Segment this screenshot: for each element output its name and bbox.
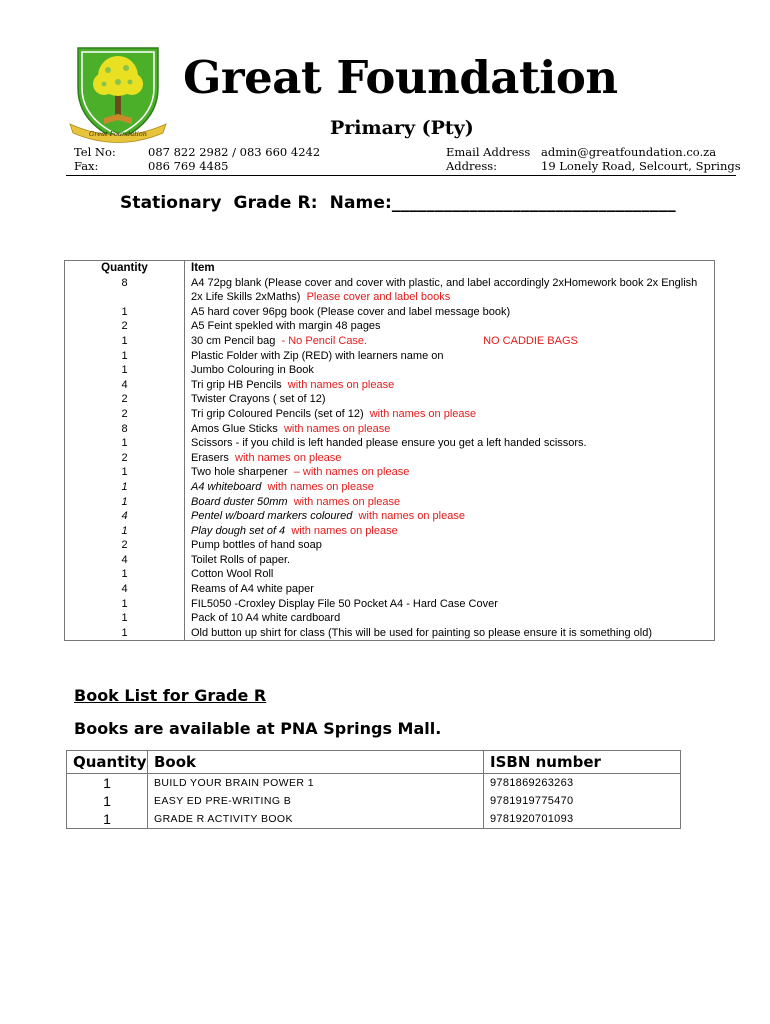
book-table bbox=[66, 750, 681, 829]
table-row bbox=[65, 611, 715, 626]
row-quantity: 1 bbox=[65, 597, 185, 612]
table-row bbox=[65, 305, 715, 320]
table-row bbox=[65, 538, 715, 553]
row-item: Toilet Rolls of paper. bbox=[191, 553, 291, 566]
row-quantity: 1 bbox=[65, 626, 185, 641]
row-item: Scissors - if you child is left handed please ensure you get a left handed scissors. bbox=[191, 437, 587, 450]
table-row bbox=[65, 495, 715, 510]
row-quantity: 1 bbox=[65, 524, 185, 539]
row-quantity: 1 bbox=[65, 436, 185, 451]
table-row bbox=[65, 480, 715, 495]
row-note: with names on please bbox=[293, 495, 401, 508]
book-quantity: 1 bbox=[67, 792, 148, 810]
row-quantity: 1 bbox=[65, 305, 185, 320]
row-item-cell bbox=[185, 626, 715, 641]
row-note: with names on please bbox=[235, 451, 342, 464]
email-value: admin@greatfoundation.co.za bbox=[541, 145, 717, 159]
book-isbn: 9781919775470 bbox=[490, 795, 574, 807]
row-note: with names on please bbox=[291, 524, 398, 537]
book-title: GRADE R ACTIVITY BOOK bbox=[148, 810, 484, 829]
row-quantity: 1 bbox=[65, 349, 185, 364]
tel-label: Tel No: bbox=[74, 145, 116, 159]
book-isbn: 9781869263263 bbox=[490, 777, 574, 789]
table-row bbox=[65, 363, 715, 378]
row-item: A5 Feint spekled with margin 48 pages bbox=[191, 320, 381, 333]
row-item: A4 whiteboard bbox=[191, 480, 262, 493]
row-quantity: 2 bbox=[65, 451, 185, 466]
row-item-cell bbox=[185, 334, 715, 349]
row-item-cell bbox=[185, 480, 715, 495]
table-row bbox=[65, 276, 715, 305]
table-row bbox=[65, 509, 715, 524]
row-quantity: 1 bbox=[65, 495, 185, 510]
stationary-heading bbox=[120, 193, 676, 213]
row-note: Please cover and label books bbox=[306, 291, 451, 304]
book-col-quantity-header: Quantity bbox=[67, 751, 148, 774]
book-quantity: 1 bbox=[67, 810, 148, 829]
row-item: A4 72pg blank (Please cover and cover with plastic, and label accordingly 2xHomework book 2x English 2x Life Skills 2xMaths) bbox=[191, 276, 698, 304]
row-item: Pentel w/board markers coloured bbox=[191, 510, 353, 523]
row-item-cell bbox=[185, 567, 715, 582]
row-note: with names on please bbox=[369, 407, 477, 420]
row-item-cell bbox=[185, 509, 715, 524]
school-name: Great Foundation bbox=[183, 51, 618, 104]
row-quantity: 1 bbox=[65, 363, 185, 378]
logo-banner-text: Great Foundation bbox=[89, 130, 147, 138]
row-item-cell bbox=[185, 392, 715, 407]
fax-label: Fax: bbox=[74, 159, 99, 173]
table-row bbox=[65, 334, 715, 349]
row-quantity: 4 bbox=[65, 509, 185, 524]
table-row bbox=[65, 422, 715, 437]
table-row bbox=[65, 392, 715, 407]
row-item-cell bbox=[185, 524, 715, 539]
table-row bbox=[65, 349, 715, 364]
row-item: Reams of A4 white paper bbox=[191, 583, 314, 596]
row-item: Erasers bbox=[191, 451, 229, 464]
table-row bbox=[65, 567, 715, 582]
contact-address-block bbox=[446, 145, 741, 173]
row-item: Pump bottles of hand soap bbox=[191, 539, 322, 552]
stationary-title: Stationary bbox=[120, 193, 222, 213]
col-quantity-header: Quantity bbox=[65, 261, 185, 276]
tel-value: 087 822 2982 / 083 660 4242 bbox=[148, 145, 321, 159]
row-item-cell bbox=[185, 582, 715, 597]
row-quantity: 1 bbox=[65, 334, 185, 349]
table-row bbox=[65, 319, 715, 334]
book-table-header bbox=[67, 751, 681, 774]
table-row bbox=[65, 436, 715, 451]
book-list-heading: Book List for Grade R bbox=[74, 686, 267, 705]
table-row bbox=[67, 792, 681, 810]
row-item: Play dough set of 4 bbox=[191, 524, 286, 537]
row-item: Board duster 50mm bbox=[191, 495, 288, 508]
row-item-cell bbox=[185, 349, 715, 364]
row-note-secondary: NO CADDIE BAGS bbox=[483, 334, 578, 347]
table-row bbox=[67, 774, 681, 793]
table-row bbox=[67, 810, 681, 829]
row-quantity: 2 bbox=[65, 392, 185, 407]
book-col-book-header: Book bbox=[148, 751, 484, 774]
row-quantity: 1 bbox=[65, 465, 185, 480]
row-note: with names on please bbox=[358, 510, 465, 523]
row-item: FIL5050 -Croxley Display File 50 Pocket A4 - Hard Case Cover bbox=[191, 597, 498, 610]
table-row bbox=[65, 597, 715, 612]
row-note: – with names on please bbox=[293, 466, 410, 479]
row-item-cell bbox=[185, 422, 715, 437]
row-quantity: 8 bbox=[65, 276, 185, 305]
row-quantity: 4 bbox=[65, 553, 185, 568]
table-row bbox=[65, 407, 715, 422]
row-item: Two hole sharpener bbox=[191, 466, 288, 479]
row-quantity: 4 bbox=[65, 582, 185, 597]
row-item: Pack of 10 A4 white cardboard bbox=[191, 612, 341, 625]
row-item-cell bbox=[185, 319, 715, 334]
stationary-table-header bbox=[65, 261, 715, 276]
address-label: Address: bbox=[446, 159, 498, 173]
book-col-isbn-header: ISBN number bbox=[484, 751, 681, 774]
row-quantity: 2 bbox=[65, 407, 185, 422]
table-row bbox=[65, 582, 715, 597]
row-item: Tri grip Coloured Pencils (set of 12) bbox=[191, 407, 364, 420]
table-row bbox=[65, 451, 715, 466]
school-logo bbox=[68, 40, 168, 144]
row-note: - No Pencil Case. bbox=[281, 334, 368, 347]
row-item-cell bbox=[185, 465, 715, 480]
stationary-table bbox=[64, 260, 715, 641]
row-quantity: 2 bbox=[65, 319, 185, 334]
row-item: Tri grip HB Pencils bbox=[191, 378, 282, 391]
grade-label: Grade R: bbox=[233, 193, 318, 213]
row-quantity: 1 bbox=[65, 480, 185, 495]
row-item-cell bbox=[185, 553, 715, 568]
row-item-cell bbox=[185, 407, 715, 422]
row-quantity: 2 bbox=[65, 538, 185, 553]
book-title: BUILD YOUR BRAIN POWER 1 bbox=[148, 774, 484, 793]
row-item-cell bbox=[185, 495, 715, 510]
row-item: Jumbo Colouring in Book bbox=[191, 364, 314, 377]
book-isbn: 9781920701093 bbox=[490, 813, 574, 825]
fax-value: 086 769 4485 bbox=[148, 159, 229, 173]
row-item-cell bbox=[185, 276, 715, 305]
col-item-header: Item bbox=[191, 262, 215, 274]
row-item-cell bbox=[185, 436, 715, 451]
row-quantity: 8 bbox=[65, 422, 185, 437]
row-note: with names on please bbox=[283, 422, 391, 435]
contact-phone-block bbox=[74, 145, 320, 173]
header-divider bbox=[66, 175, 736, 176]
book-quantity: 1 bbox=[67, 774, 148, 793]
book-availability-note: Books are available at PNA Springs Mall. bbox=[74, 719, 442, 738]
address-value: 19 Lonely Road, Selcourt, Springs bbox=[541, 159, 741, 173]
row-quantity: 1 bbox=[65, 611, 185, 626]
row-item: A5 hard cover 96pg book (Please cover and label message book) bbox=[191, 305, 511, 318]
table-row bbox=[65, 378, 715, 393]
school-subtitle: Primary (Pty) bbox=[330, 117, 474, 139]
row-note: with names on please bbox=[287, 378, 395, 391]
row-item: Old button up shirt for class (This will be used for painting so please ensure it is something old) bbox=[191, 626, 653, 639]
row-item: 30 cm Pencil bag bbox=[191, 334, 276, 347]
row-item-cell bbox=[185, 305, 715, 320]
row-note: with names on please bbox=[267, 480, 374, 493]
row-item-cell bbox=[185, 378, 715, 393]
row-quantity: 4 bbox=[65, 378, 185, 393]
row-item: Amos Glue Sticks bbox=[191, 422, 278, 435]
table-row bbox=[65, 553, 715, 568]
row-item: Cotton Wool Roll bbox=[191, 568, 274, 581]
row-item-cell bbox=[185, 451, 715, 466]
email-label: Email Address bbox=[446, 145, 531, 159]
book-title: EASY ED PRE-WRITING B bbox=[148, 792, 484, 810]
row-item-cell bbox=[185, 597, 715, 612]
row-item: Plastic Folder with Zip (RED) with learners name on bbox=[191, 349, 444, 362]
row-item-cell bbox=[185, 363, 715, 378]
row-item-cell bbox=[185, 538, 715, 553]
row-item: Twister Crayons ( set of 12) bbox=[191, 393, 326, 406]
table-row bbox=[65, 465, 715, 480]
name-field: Name:_________________________________ bbox=[329, 193, 676, 213]
table-row bbox=[65, 626, 715, 641]
row-quantity: 1 bbox=[65, 567, 185, 582]
row-item-cell bbox=[185, 611, 715, 626]
table-row bbox=[65, 524, 715, 539]
